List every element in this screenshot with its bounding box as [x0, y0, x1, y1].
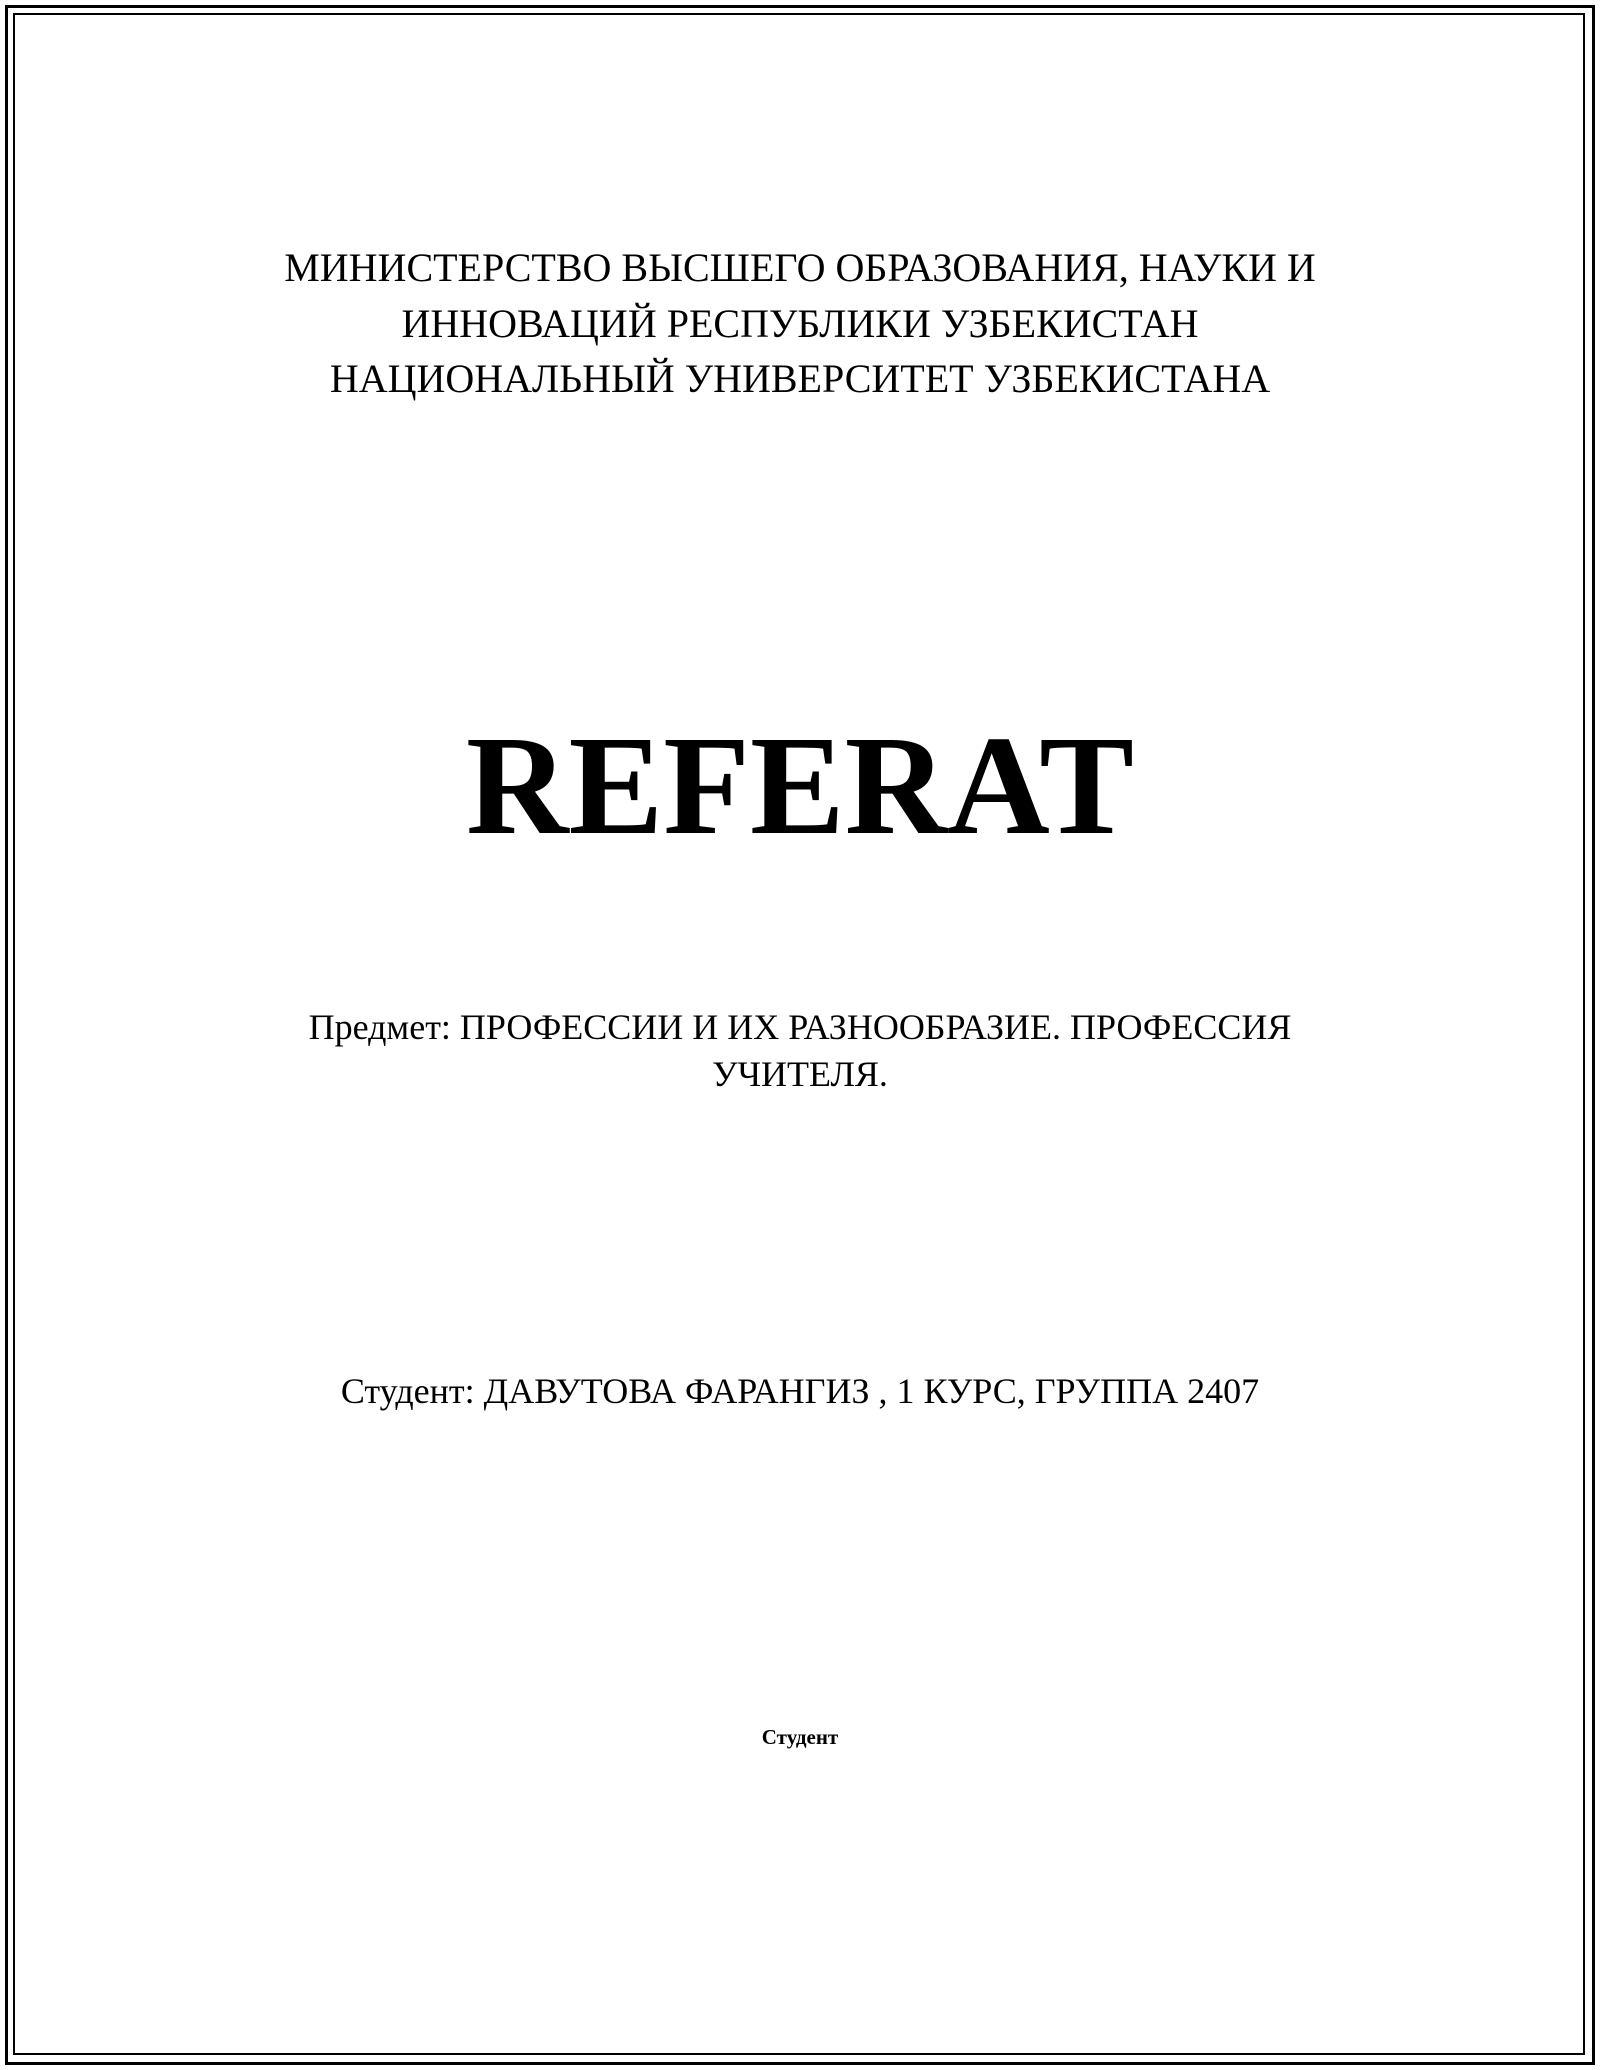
student-info: Студент: ДАВУТОВА ФАРАНГИЗ , 1 КУРС, ГРУППА 2407 — [340, 1371, 1260, 1411]
university-name: НАЦИОНАЛЬНЫЙ УНИВЕРСИТЕТ УЗБЕКИСТАНА — [329, 356, 1271, 401]
subject-line-1: Предмет: ПРОФЕССИИ И ИХ РАЗНООБРАЗИЕ. ПРОФЕССИЯ — [308, 1007, 1292, 1047]
ministry-heading-line-1: МИНИСТЕРСТВО ВЫСШЕГО ОБРАЗОВАНИЯ, НАУКИ И — [284, 245, 1316, 290]
document-title: REFERAT — [466, 706, 1134, 864]
subject-line-2: УЧИТЕЛЯ. — [712, 1054, 888, 1094]
footer-student-label: Студент — [761, 1725, 839, 1749]
ministry-heading-line-2: ИННОВАЦИЙ РЕСПУБЛИКИ УЗБЕКИСТАН — [401, 301, 1199, 346]
